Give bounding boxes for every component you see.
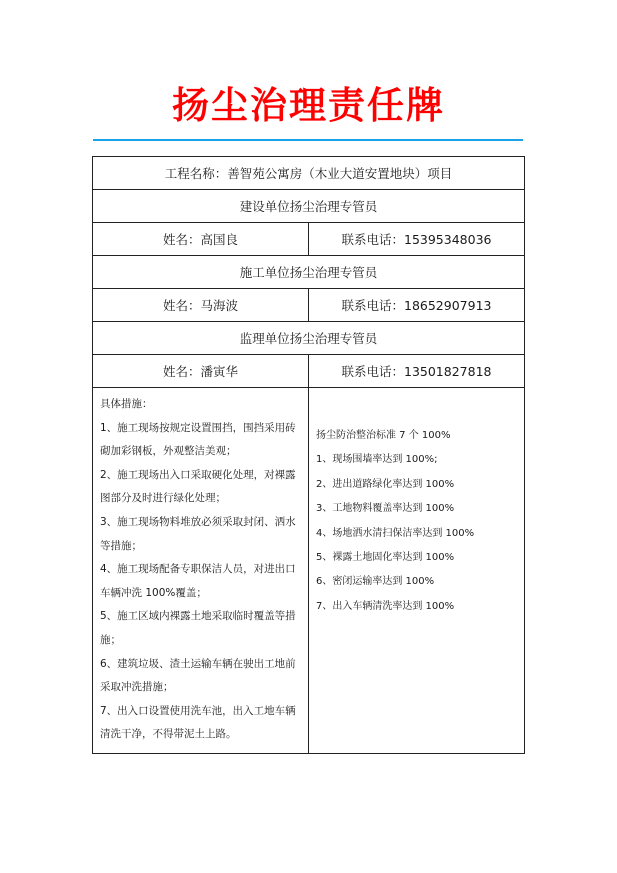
project-name: 工程名称：善智苑公寓房（木业大道安置地块）项目 — [93, 157, 525, 190]
section-heading-row — [93, 190, 525, 223]
contact-row — [93, 355, 525, 388]
standard-item: 6、密闭运输率达到 100% — [316, 576, 435, 588]
standard-item: 5、裸露土地固化率达到 100% — [316, 552, 455, 564]
supervisor-heading: 监理单位扬尘治理专管员 — [93, 322, 525, 355]
construction-owner-phone: 联系电话：15395348036 — [309, 223, 525, 256]
standards-label: 扬尘防治整治标准 7 个 100% — [316, 430, 451, 441]
page-title: 扬尘治理责任牌 — [172, 84, 445, 127]
standard-item: 1、现场围墙率达到 100%; — [316, 454, 438, 466]
measure-item: 5、施工区域内裸露土地采取临时覆盖等措施； — [100, 610, 296, 646]
title-divider — [93, 139, 523, 141]
measure-item: 3、施工现场物料堆放必须采取封闭、洒水等措施； — [100, 515, 296, 552]
standards-cell — [309, 388, 525, 754]
standard-item: 4、场地洒水清扫保洁率达到 100% — [316, 527, 475, 539]
measures-cell — [93, 388, 309, 754]
contact-row — [93, 289, 525, 322]
responsibility-table — [92, 156, 525, 754]
contractor-heading: 施工单位扬尘治理专管员 — [93, 256, 525, 289]
supervisor-phone: 联系电话：13501827818 — [309, 355, 525, 388]
supervisor-name: 姓名：潘寅华 — [93, 355, 309, 388]
contractor-name: 姓名：马海波 — [93, 289, 309, 322]
measures-label: 具体措施： — [100, 398, 153, 410]
measure-item: 2、施工现场出入口采取硬化处理，对裸露图部分及时进行绿化处理； — [100, 468, 296, 505]
measure-item: 6、建筑垃圾、渣土运输车辆在驶出工地前采取冲洗措施； — [100, 657, 296, 694]
measures-row — [93, 388, 525, 754]
construction-owner-name: 姓名：高国良 — [93, 223, 309, 256]
measure-item: 4、施工现场配备专职保洁人员，对进出口车辆冲洗 100%覆盖； — [100, 563, 296, 599]
standard-item: 3、工地物料覆盖率达到 100% — [316, 503, 455, 515]
standard-item: 2、进出道路绿化率达到 100% — [316, 478, 455, 490]
standard-item: 7、出入车辆清洗率达到 100% — [316, 600, 455, 612]
construction-owner-heading: 建设单位扬尘治理专管员 — [93, 190, 525, 223]
measure-item: 7、出入口设置使用洗车池，出入工地车辆清洗干净，不得带泥土上路。 — [100, 704, 296, 741]
section-heading-row — [93, 256, 525, 289]
measure-item: 1、施工现场按规定设置围挡，围挡采用砖砌加彩钢板，外观整洁美观； — [100, 421, 296, 458]
project-row — [93, 157, 525, 190]
section-heading-row — [93, 322, 525, 355]
contact-row — [93, 223, 525, 256]
contractor-phone: 联系电话：18652907913 — [309, 289, 525, 322]
